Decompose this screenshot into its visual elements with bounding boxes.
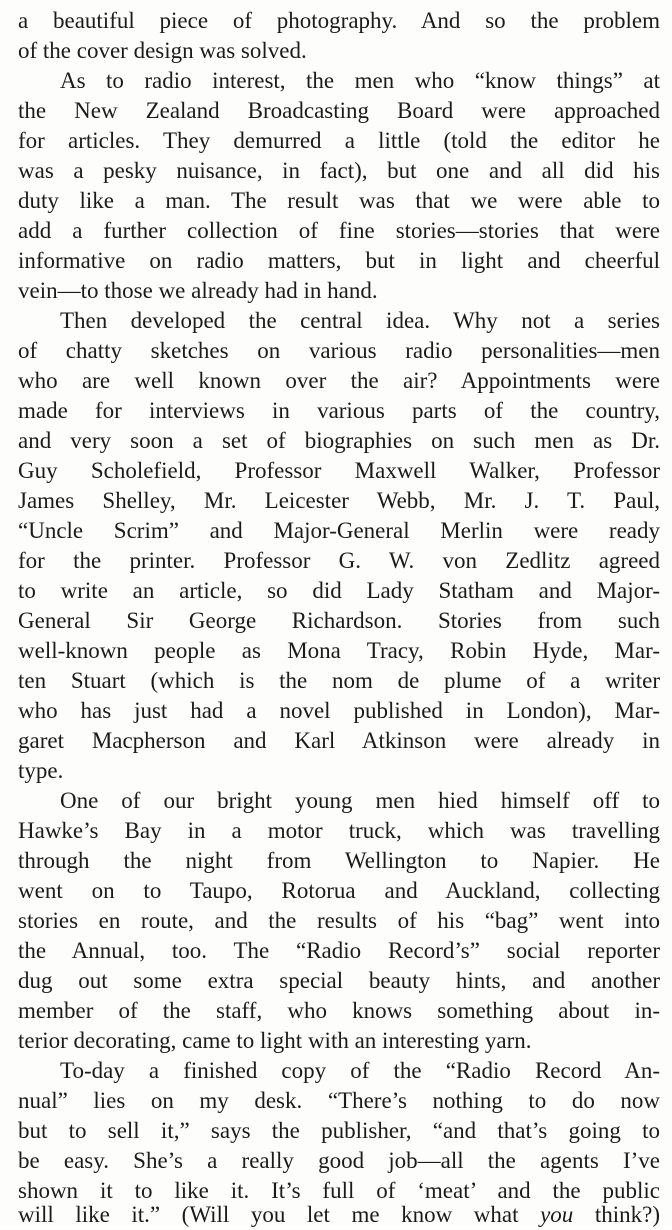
text-line: through the night from Wellington to Napier. He [18,848,660,873]
text-line: shown it to like it. It’s full of ‘meat’ and the public [18,1178,660,1203]
text-line: but to sell it,” says the publisher, “and that’s going to [18,1118,660,1143]
text-line: James Shelley, Mr. Leicester Webb, Mr. J. T. Paul, [18,488,660,513]
text-line: stories en route, and the results of his “bag” went into [18,908,660,933]
text-line: and very soon a set of biographies on such men as Dr. [18,428,660,453]
text-line: terior decorating, came to light with an interesting yarn. [18,1028,532,1053]
text-line: garet Macpherson and Karl Atkinson were already in [18,728,660,753]
paragraph-first-line: As to radio interest, the men who “know things” at [60,68,660,93]
text-line: Hawke’s Bay in a motor truck, which was travelling [18,818,660,843]
final-line-italic: you [540,1202,574,1227]
text-line: Guy Scholefield, Professor Maxwell Walker, Professor [18,458,660,483]
paragraph-first-line: One of our bright young men hied himself off to [60,788,660,813]
text-line: vein—to those we already had in hand. [18,278,378,303]
text-line: General Sir George Richardson. Stories from such [18,608,660,633]
text-line: type. [18,758,64,783]
text-line: nual” lies on my desk. “There’s nothing to do now [18,1088,660,1113]
text-line: who are well known over the air? Appointments were [18,368,660,393]
text-line: the Annual, too. The “Radio Record’s” social reporter [18,938,660,963]
paragraph-first-line: To-day a finished copy of the “Radio Record An- [60,1058,660,1083]
text-line: add a further collection of fine stories—stories that were [18,218,660,243]
text-line: “Uncle Scrim” and Major-General Merlin were ready [18,518,660,543]
final-line-before: will like it.” (Will you let me know what [18,1202,541,1227]
text-line: of chatty sketches on various radio personalities—men [18,338,660,363]
text-line: a beautiful piece of photography. And so the problem [18,8,660,33]
text-line: informative on radio matters, but in light and cheerful [18,248,660,273]
text-line: dug out some extra special beauty hints, and another [18,968,660,993]
text-line: of the cover design was solved. [18,38,307,63]
text-line: member of the staff, who knows something about in- [18,998,660,1023]
text-line: went on to Taupo, Rotorua and Auckland, collecting [18,878,660,903]
final-text-line [18,1200,660,1226]
text-line: for the printer. Professor G. W. von Zedlitz agreed [18,548,660,573]
final-line-after: think?) [573,1202,661,1227]
text-line: was a pesky nuisance, in fact), but one and all did his [18,158,660,183]
text-line: duty like a man. The result was that we were able to [18,188,660,213]
text-line: made for interviews in various parts of the country, [18,398,660,423]
text-line: the New Zealand Broadcasting Board were approached [18,98,660,123]
text-line: to write an article, so did Lady Statham and Major- [18,578,660,603]
paragraph-first-line: Then developed the central idea. Why not a series [60,308,660,333]
text-line: who has just had a novel published in London), Mar- [18,698,660,723]
text-line: be easy. She’s a really good job—all the agents I’ve [18,1148,660,1173]
text-line: ten Stuart (which is the nom de plume of a writer [18,668,660,693]
text-line: well-known people as Mona Tracy, Robin Hyde, Mar- [18,638,660,663]
text-line: for articles. They demurred a little (told the editor he [18,128,660,153]
